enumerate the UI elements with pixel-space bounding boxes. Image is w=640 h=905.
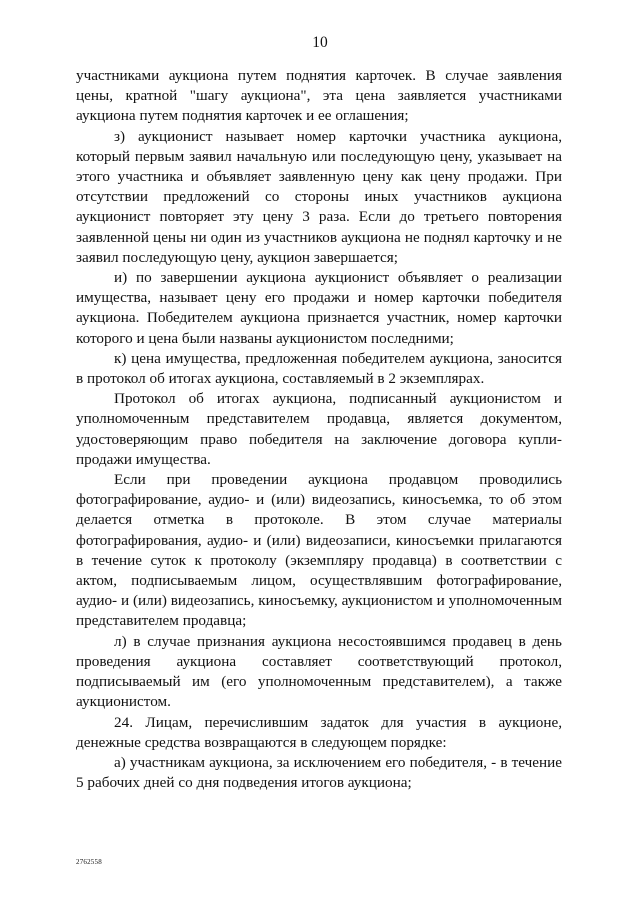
paragraph-item-l: л) в случае признания аукциона несостоявшимся продавец в день проведения аукциона составляет соответствующий протокол, подписываемый им (его уполномоченным представителем), а также аукционистом.: [76, 632, 562, 711]
paragraph-recording: Если при проведении аукциона продавцом проводились фотографирование, аудио- и (или) видеозапись, киносъемка, то об этом делается отметка в протоколе. В этом случае материалы фотографирования, аудио- и (или) видеозаписи, киносъемки прилагаются в течение суток к протоколу (экземпляру продавца) в соответствии с актом, подписываемым лицом, осуществлявшим фотографирование, аудио- и (или) видеозапись, киносъемку, аукционистом и уполномоченным представителем продавца;: [76, 471, 562, 630]
paragraph-item-z: з) аукционист называет номер карточки участника аукциона, который первым заявил начальную или последующую цену, указывает на этого участника и объявляет заявленную цену как цену продажи. При отсутствии предложений со стороны иных участников аукциона аукционист повторяет эту цену 3 раза. Если до третьего повторения заявленной цены ни один из участников аукциона не поднял карточку и не заявил последующую цену, аукцион завершается;: [76, 127, 562, 266]
paragraph-item-k: к) цена имущества, предложенная победителем аукциона, заносится в протокол об итогах аукциона, составляемый в 2 экземплярах.: [76, 349, 562, 388]
paragraph-continuation: участниками аукциона путем поднятия карточек. В случае заявления цены, кратной "шагу аукциона", эта цена заявляется участниками аукциона путем поднятия карточек и ее оглашения;: [76, 67, 562, 125]
document-id: 2762558: [76, 858, 102, 866]
paragraph-item-a: а) участникам аукциона, за исключением его победителя, - в течение 5 рабочих дней со дня подведения итогов аукциона;: [76, 753, 562, 792]
paragraph-item-i: и) по завершении аукциона аукционист объявляет о реализации имущества, называет цену его продажи и номер карточки победителя аукциона. Победителем аукциона признается участник, номер карточки которого и цена были названы аукционистом последними;: [76, 269, 562, 347]
page-number: 10: [312, 34, 328, 51]
paragraph-protocol: Протокол об итогах аукциона, подписанный аукционистом и уполномоченным представителем продавца, является документом, удостоверяющим право победителя на заключение договора купли-продажи имущества.: [76, 390, 562, 468]
paragraph-section-24: 24. Лицам, перечислившим задаток для участия в аукционе, денежные средства возвращаются в следующем порядке:: [76, 713, 562, 751]
document-body: [76, 66, 562, 793]
